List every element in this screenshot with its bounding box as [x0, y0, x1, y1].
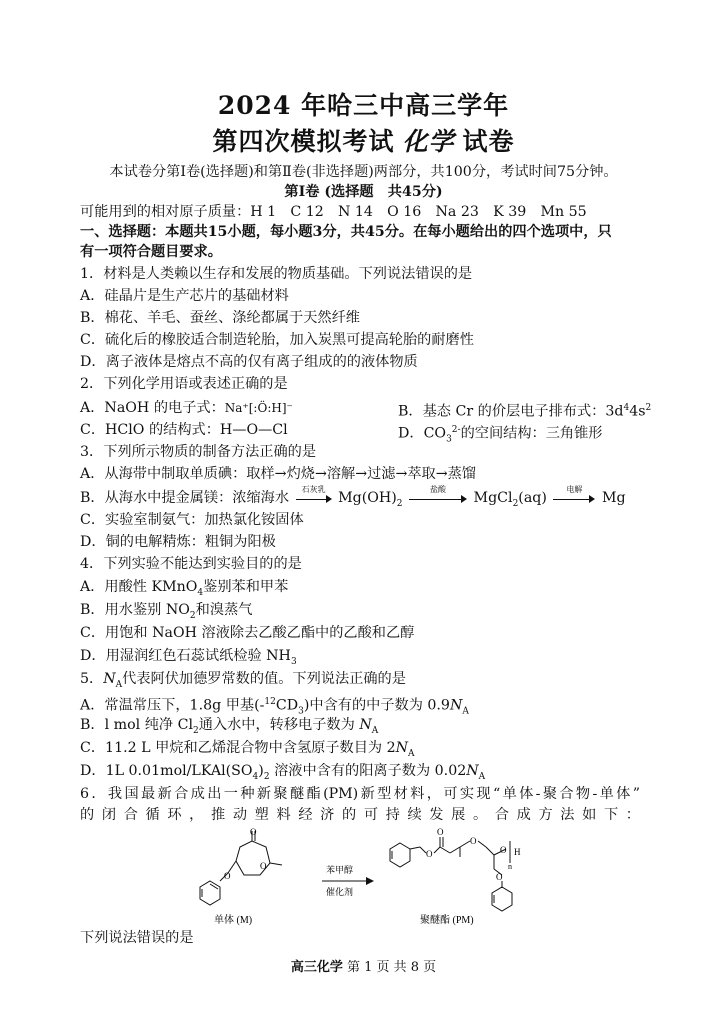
q2-option-b-mid: 4s [629, 403, 646, 420]
q2-option-c: C．HClO 的结构式：H—O—Cl [80, 422, 288, 438]
reaction-arrow-3 [553, 485, 595, 505]
q4-option-b [80, 600, 660, 626]
scheme-reagent-2: 催化剂 [326, 887, 354, 897]
q3-option-a: A．从海带中制取单质碘：取样→灼烧→溶解→过滤→萃取→蒸馏 [80, 466, 476, 482]
part1-title: 第Ⅰ卷 (选择题 共45分) [284, 184, 443, 200]
exam-title-part-b: 试卷 [462, 127, 515, 156]
q4-option-d-sub: 3 [290, 656, 297, 667]
q4-option-c: C．用饱和 NaOH 溶液除去乙酸乙酯中的乙酸和乙醇 [80, 625, 415, 641]
q2-option-b-text: B．基态 Cr 的价层电子排布式：3d [398, 403, 624, 420]
polymer-ester-o: O [426, 849, 433, 859]
q3-option-d: D．铜的电解精炼：粗铜为阳极 [80, 534, 276, 550]
q2-option-b [398, 398, 660, 422]
q4-option-a-suffix: 鉴别苯和甲苯 [203, 579, 289, 595]
q5-option-b-text: B．l mol 纯净 Cl [80, 717, 193, 733]
q2-option-a-text: A．NaOH 的电子式： [80, 400, 225, 416]
q2-option-d-suffix: 的空间结构：三角锥形 [460, 425, 603, 442]
q5-option-d-na-sub: A [478, 771, 486, 782]
q5-stem-text: 代表阿伏加德罗常数的值。下列说法正确的是 [122, 671, 406, 687]
q5-option-a-suffix: )中含有的中子数为 0.9 [303, 697, 450, 714]
monomer-ether-o: O [224, 871, 231, 881]
q4-option-a-text: A．用酸性 KMnO [80, 579, 198, 595]
q4-option-d [80, 646, 660, 672]
q4-option-b-text: B．用水鉴别 NO [80, 602, 190, 618]
polymer-structure [390, 837, 512, 911]
q5-option-b-sub: 2 [192, 725, 199, 736]
polymer-end-o: O [500, 845, 507, 855]
q2-stem: 2．下列化学用语或表述正确的是 [80, 376, 288, 392]
q5-option-b [80, 715, 660, 741]
section-instruction-2: 有一项符合题目要求。 [80, 244, 222, 260]
q1-stem: 1．材料是人类赖以生存和发展的物质基础。下列说法错误的是 [80, 266, 473, 282]
q5-option-c-na: N [395, 740, 409, 756]
q4-stem: 4．下列实验不能达到实验目的的是 [80, 556, 302, 572]
q3-mgcl2: MgCl [473, 490, 513, 506]
q1-option-d: D．离子液体是熔点不高的仅有离子组成的的液体物质 [80, 354, 418, 370]
q5-option-d-suffix: 溶液中含有的阳离子数为 0.02 [274, 763, 467, 779]
q5-option-a-mid: CD [275, 697, 299, 714]
polymer-ether-o: O [470, 836, 477, 846]
q5-option-b-suffix: 通入水中，转移电子数为 [198, 717, 355, 733]
q5-option-c [80, 738, 660, 764]
q2-row-ab [80, 398, 660, 422]
q2-option-a-formula: Na⁺[:Ö:H]⁻ [224, 401, 293, 415]
q1-option-c: C．硫化后的橡胶适合制造轮胎，加入炭黑可提高轮胎的耐磨性 [80, 332, 474, 348]
q4-option-a [80, 577, 660, 603]
polymer-repeat-n: n [508, 862, 512, 871]
q5-option-d-sub: 4 [252, 771, 259, 782]
q5-option-a-na-sub: A [462, 706, 469, 717]
reaction-arrow-1 [296, 485, 332, 505]
q5-option-d [80, 761, 660, 787]
footer-page-number: 第 1 页 共 8 页 [346, 960, 437, 975]
q3-option-b-text: B．从海水中提金属镁：浓缩海水 [80, 490, 290, 506]
q2-option-d-text: D．CO [398, 425, 447, 442]
q5-option-c-text: C．11.2 L 甲烷和乙烯混合物中含氢原子数目为 2 [80, 740, 396, 756]
q3-mgoh2-sub: 2 [396, 498, 403, 509]
q5-stem [80, 669, 660, 695]
q2-option-d-charge: 2- [451, 425, 461, 435]
q2-option-b-sup2: 2 [645, 403, 652, 413]
exam-title-part-a: 第四次模拟考试 [212, 127, 395, 156]
q3-mgcl2-sub: 2 [512, 498, 519, 509]
q5-option-d-text: D．1L 0.01mol/LKAl(SO [80, 763, 253, 779]
q2-option-b-sup1: 4 [623, 403, 630, 413]
q4-option-b-sub: 2 [189, 610, 196, 621]
footer-subject: 高三化学 [290, 960, 343, 975]
reaction-arrow-1-label: 石灰乳 [301, 485, 326, 494]
q5-option-d-sub2: 2 [263, 771, 270, 782]
monomer-ring-o: O [260, 861, 267, 871]
polymer-label: 聚醚酯 (PM) [420, 915, 474, 926]
q6-stem-line1: 6．我国最新合成出一种新聚醚酯(PM)新型材料，可实现“单体-聚合物-单体” [80, 786, 640, 802]
monomer-structure [200, 831, 282, 905]
q3-mgoh2: Mg(OH) [338, 490, 397, 506]
q3-mgcl2-aq: (aq) [518, 490, 547, 506]
q6-stem-line2: 的闭合循环，推动塑料经济的可持续发展。合成方法如下： [80, 807, 640, 823]
q3-option-c: C．实验室制氨气：加热氯化铵固体 [80, 512, 304, 528]
reaction-arrow-3-label: 电解 [566, 485, 583, 494]
q5-option-d-na: N [466, 763, 479, 779]
q4-option-d-text: D．用湿润红色石蕊试纸检验 NH [80, 648, 291, 664]
q3-mg: Mg [601, 490, 626, 506]
q4-option-a-sub: 4 [197, 587, 204, 598]
q5-option-a-na: N [449, 697, 463, 714]
q5-option-d-mid: ) [258, 763, 264, 779]
scheme-arrow [322, 877, 374, 885]
q5-na: N [103, 671, 116, 687]
q1-option-a: A．硅晶片是生产芯片的基础材料 [80, 288, 289, 304]
q5-option-a-text: A．常温常压下，1.8g 甲基(- [80, 697, 265, 714]
exam-intro: 本试卷分第Ⅰ卷(选择题)和第Ⅱ卷(非选择题)两部分，共100分，考试时间75分钟。 [109, 164, 618, 180]
q4-option-b-suffix: 和溴蒸气 [195, 602, 253, 618]
polymer-end-h: H [514, 847, 521, 857]
polymer-carbonyl-o: O [437, 827, 444, 837]
q2-option-d-sub: 3 [446, 434, 452, 445]
polymer-side-o: O [496, 872, 503, 882]
monomer-carbonyl-o: O [250, 827, 257, 837]
q5-option-c-na-sub: A [408, 748, 415, 759]
section-instruction-1: 一、选择题：本题共15小题，每小题3分，共45分。在每小题给出的四个选项中，只 [80, 224, 612, 240]
synthesis-scheme [190, 823, 550, 928]
monomer-label: 单体 (M) [214, 915, 253, 926]
q5-option-b-na: N [359, 717, 372, 733]
scheme-reagent-1: 苯甲醇 [326, 865, 354, 875]
q1-option-b: B．棉花、羊毛、蚕丝、涤纶都属于天然纤维 [80, 310, 360, 326]
q5-option-b-na-sub: A [371, 725, 379, 736]
page-footer [0, 956, 727, 975]
q6-tail: 下列说法错误的是 [80, 930, 194, 946]
exam-title-line2 [0, 122, 727, 158]
q5-option-a-sub: 3 [298, 706, 304, 717]
exam-subject: 化学 [402, 127, 455, 156]
atomic-masses: 可能用到的相对原子质量：H 1 C 12 N 14 O 16 Na 23 K 39 Mn 55 [80, 204, 587, 220]
q5-option-a-sup: 12 [264, 697, 276, 707]
exam-title-line1: 2024 年哈三中高三学年 [217, 91, 510, 120]
reaction-arrow-2 [409, 485, 467, 505]
q5-number: 5． [80, 671, 104, 687]
q2-option-a [80, 398, 398, 422]
q5-na-sub: A [115, 679, 123, 690]
reaction-arrow-2-label: 盐酸 [430, 485, 447, 494]
q3-stem: 3．下列所示物质的制备方法正确的是 [80, 444, 317, 460]
